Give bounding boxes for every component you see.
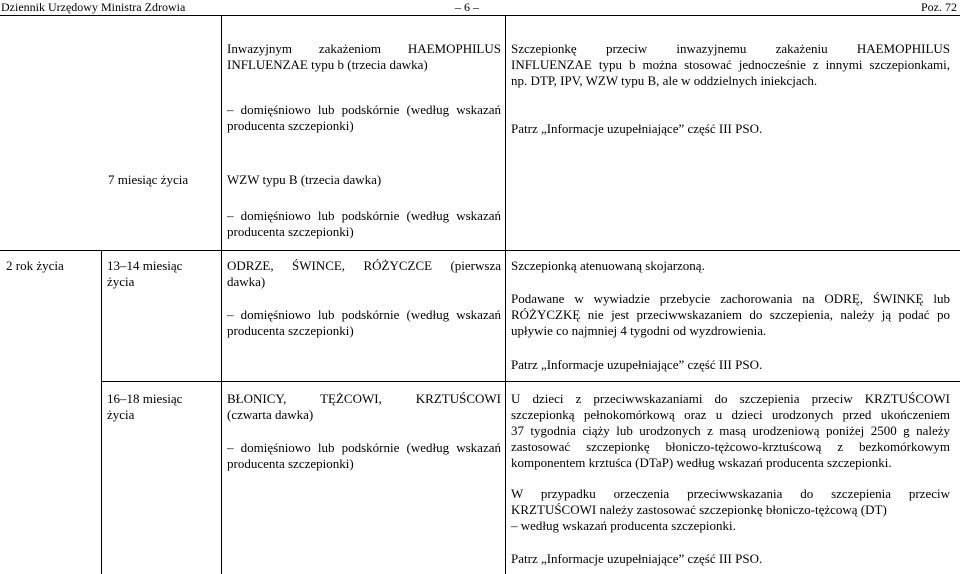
row-divider (0, 250, 960, 251)
route-dtp (227, 440, 501, 472)
vaccine-hepb: WZW typu B (trzecia dawka) (227, 172, 382, 187)
month-16-18 (107, 391, 217, 423)
route-line: producenta szczepionki) (227, 118, 354, 133)
column-divider (101, 250, 102, 574)
position-number: Poz. 72 (921, 0, 957, 14)
note-line: U dzieci z przeciwwskazaniami do szczepienia przeciw KRZTUŚCOWI (511, 391, 950, 406)
note-mmr-vaccine: Szczepionką atenuowaną skojarzoną. (511, 258, 705, 273)
note-line: 37 tygodnia ciąży lub urodzonych z masą urodzeniową poniżej 2500 g należy (511, 423, 950, 438)
note-line: Podawane w wywiadzie przebycie zachorowania na ODRĘ, ŚWINKĘ lub (511, 291, 950, 306)
route-line: producenta szczepionki) (227, 456, 354, 471)
month-line: 16–18 miesiąc (107, 391, 183, 406)
notes-dtp-contraindication (511, 391, 950, 471)
route-line: – domięśniowo lub podskórnie (według wskazań (227, 102, 501, 117)
header-rule (0, 15, 960, 16)
route-line: producenta szczepionki) (227, 224, 354, 239)
note-line: upływie co najmniej 4 tygodni od wyzdrowienia. (511, 323, 767, 338)
route-line: producenta szczepionki) (227, 323, 354, 338)
vaccine-name-line: Inwazyjnym zakażeniom HAEMOPHILUS (227, 41, 501, 56)
route-hib (227, 102, 501, 134)
route-line: – domięśniowo lub podskórnie (według wskazań (227, 440, 501, 455)
note-line: KRZTUŚCOWI należy zastosować szczepionkę błoniczo-tężcową (DT) (511, 502, 887, 517)
vaccine-mmr (227, 258, 501, 290)
note-line: W przypadku orzeczenia przeciwwskazania do szczepienia przeciw (511, 486, 950, 501)
reference-hib: Patrz „Informacje uzupełniające” część III PSO. (511, 121, 763, 136)
reference-mmr: Patrz „Informacje uzupełniające” część III PSO. (511, 357, 763, 372)
vaccine-name-line: dawka) (227, 274, 266, 289)
month-7: 7 miesiąc życia (108, 172, 189, 187)
notes-dtp-alternative (511, 486, 950, 534)
note-line: np. DTP, IPV, WZW typu B, ale w oddzielnych iniekcjach. (511, 73, 818, 88)
month-line: życia (107, 407, 135, 422)
month-line: życia (107, 274, 135, 289)
note-line: RÓŻYCZKĘ nie jest przeciwwskazaniem do szczepienia, należy ją podać po (511, 307, 950, 322)
notes-hib (511, 41, 950, 89)
reference-dtp: Patrz „Informacje uzupełniające” część III PSO. (511, 551, 763, 566)
journal-title: Dziennik Urzędowy Ministra Zdrowia (1, 0, 186, 14)
column-divider (221, 15, 222, 574)
page-number: – 6 – (455, 0, 479, 14)
year-2: 2 rok życia (6, 258, 64, 273)
vaccine-name-line: (czwarta dawka) (227, 407, 314, 422)
notes-mmr (511, 291, 950, 339)
note-line: INFLUENZAE typu b można stosować jednocześnie z innymi szczepionkami, (511, 57, 950, 72)
note-line: szczepionką pełnokomórkową oraz u dzieci urodzonych przed ukończeniem (511, 407, 950, 422)
vaccine-hib (227, 41, 501, 73)
month-line: 13–14 miesiąc (107, 258, 183, 273)
vaccine-name-line: INFLUENZAE typu b (trzecia dawka) (227, 57, 428, 72)
route-hepb (227, 208, 501, 240)
vaccine-dtp (227, 391, 501, 423)
vaccine-name-line: ODRZE, ŚWINCE, RÓŻYCZCE (pierwsza (227, 258, 501, 273)
month-13-14 (107, 258, 217, 290)
route-mmr (227, 307, 501, 339)
note-line: komponentem krztuśca (DTaP) według wskazań producenta szczepionki. (511, 455, 892, 470)
note-line: – według wskazań producenta szczepionki. (511, 518, 736, 533)
column-divider (505, 15, 506, 574)
note-line: Szczepionkę przeciw inwazyjnemu zakażeniu HAEMOPHILUS (511, 41, 950, 56)
vaccine-name-line: BŁONICY, TĘŻCOWI, KRZTUŚCOWI (227, 391, 501, 406)
route-line: – domięśniowo lub podskórnie (według wskazań (227, 208, 501, 223)
note-line: zastosować szczepionkę błoniczo-tężcowo-krztuścową z bezkomórkowym (511, 439, 950, 454)
row-divider (101, 381, 960, 382)
route-line: – domięśniowo lub podskórnie (według wskazań (227, 307, 501, 322)
